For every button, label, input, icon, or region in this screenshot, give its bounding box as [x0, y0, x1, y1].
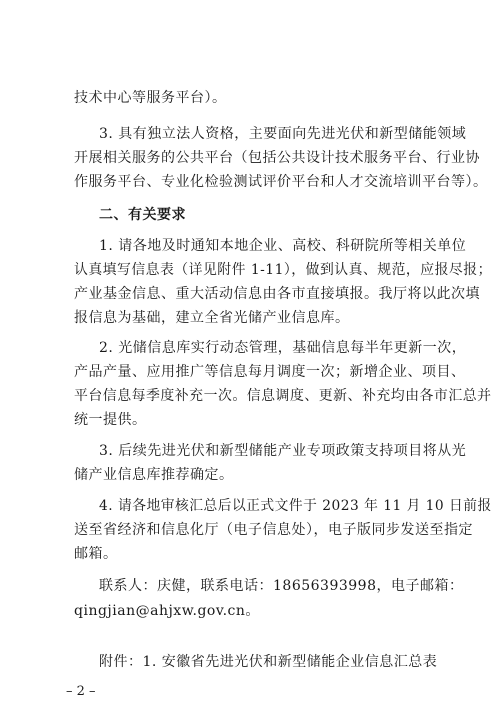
- text-line: 送至省经济和信息化厅（电子信息处），电子版同步发送至指定: [74, 522, 473, 538]
- text-line: 认真填写信息表（详见附件 1-11），做到认真、规范，应报尽报；: [74, 262, 492, 278]
- text-line: 技术中心等服务平台）。: [74, 90, 227, 106]
- attachment-line: 附件：1. 安徽省先进光伏和新型储能企业信息汇总表: [99, 654, 438, 670]
- text-line: 1. 请各地及时通知本地企业、高校、科研院所等相关单位: [99, 238, 467, 254]
- text-line: 4. 请各地审核汇总后以正式文件于 2023 年 11 月 10 日前报: [99, 498, 492, 514]
- text-line: 3. 后续先进光伏和新型储能产业专项政策支持项目将从光: [99, 443, 467, 459]
- text-line: 平台信息每季度补充一次。信息调度、更新、补充均由各市汇总并: [74, 388, 492, 404]
- text-line: 统一提供。: [74, 412, 147, 428]
- text-line: 产业基金信息、重大活动信息由各市直接填报。我厅将以此次填: [74, 286, 480, 302]
- page-number: – 2 –: [66, 684, 96, 699]
- section-heading: 二、有关要求: [99, 207, 186, 223]
- text-line: 邮箱。: [74, 546, 118, 562]
- text-line: 储产业信息库推荐确定。: [74, 467, 234, 483]
- text-line: 2. 光储信息库实行动态管理，基础信息每半年更新一次，: [99, 340, 467, 356]
- text-line: 开展相关服务的公共平台（包括公共设计技术服务平台、行业协: [74, 150, 480, 166]
- contact-email: qingjian@ahjxw.gov.cn。: [74, 603, 260, 619]
- text-line: 3. 具有独立法人资格，主要面向先进光伏和新型储能领域: [99, 126, 467, 142]
- text-line: 报信息为基础，建立全省光储产业信息库。: [74, 310, 350, 326]
- contact-line: 联系人：庆健，联系电话：18656393998，电子邮箱：: [99, 578, 464, 594]
- text-line: 作服务平台、专业化检验测试评价平台和人才交流培训平台等）。: [74, 174, 488, 190]
- text-line: 产品产量、应用推广等信息每月调度一次；新增企业、项目、: [74, 364, 466, 380]
